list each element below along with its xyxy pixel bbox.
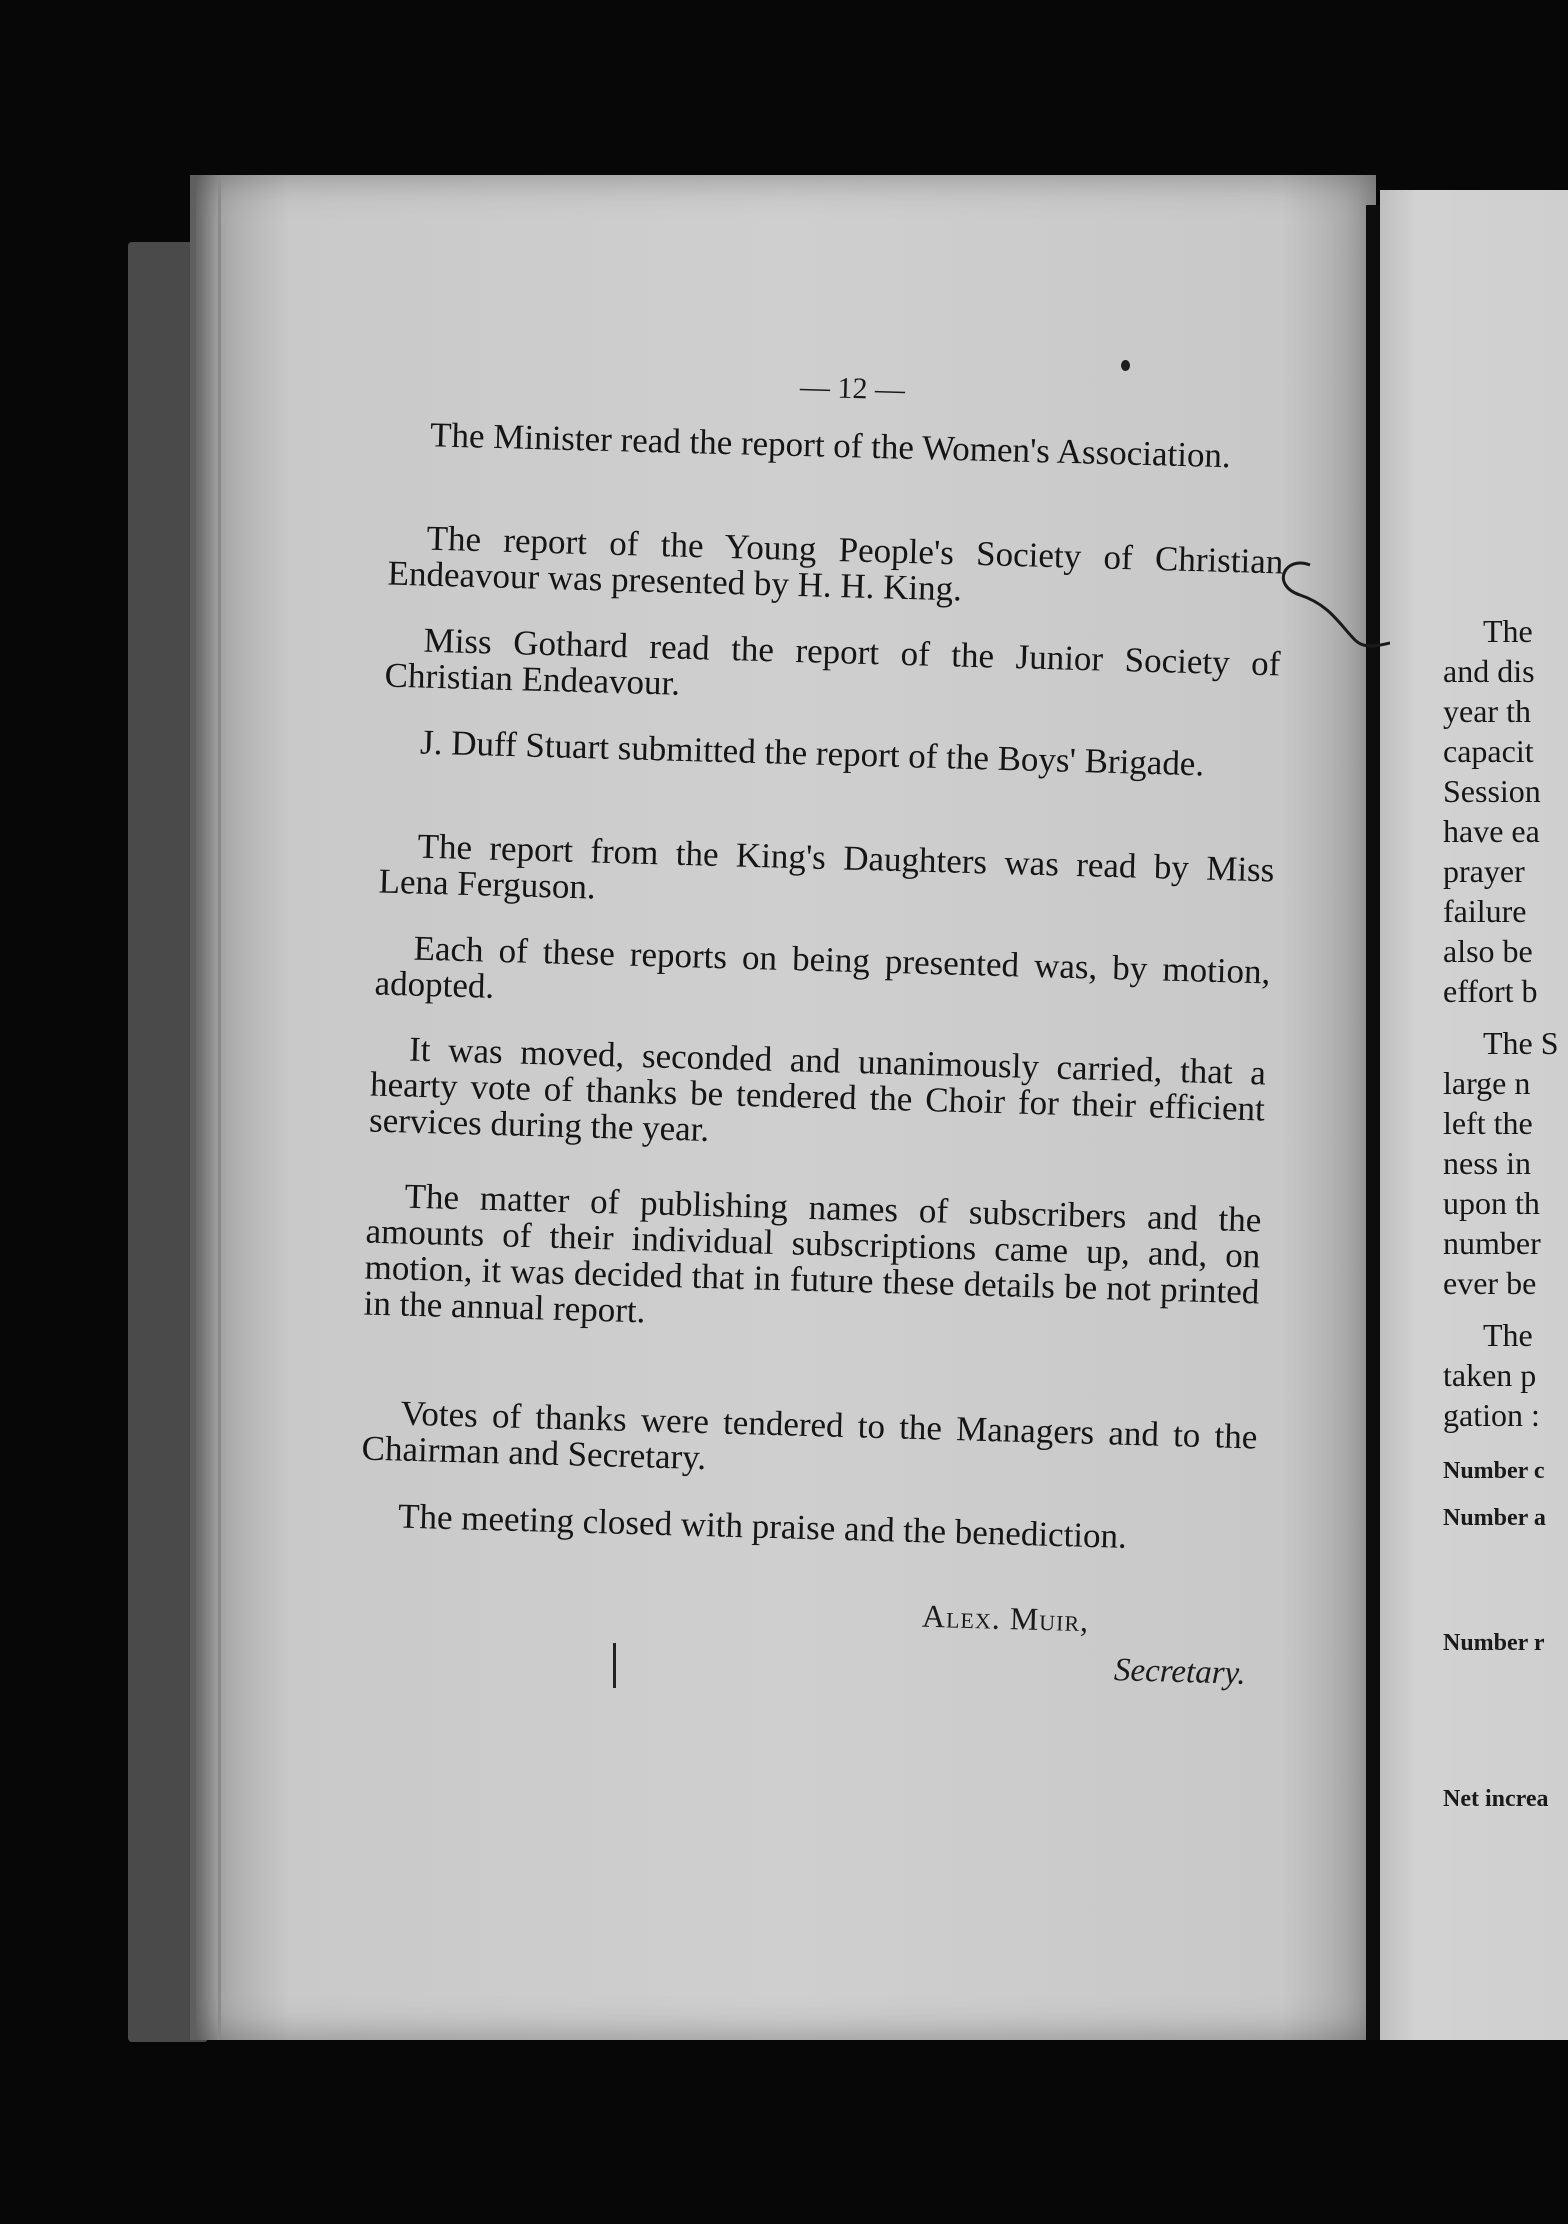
right-page-table-label: Number c <box>1443 1458 1545 1484</box>
right-page-line: have ea <box>1443 813 1540 849</box>
right-page-table-label: Net increa <box>1443 1786 1549 1812</box>
paragraph: The Minister read the report of the Women's Association. <box>429 415 1232 476</box>
signature-name: Alex. Muir, <box>921 1597 1090 1639</box>
right-page-line: taken p <box>1443 1357 1537 1393</box>
right-page-line: large n <box>1443 1065 1531 1101</box>
paragraph: Each of these reports on being presented was, by motion, adopted. <box>374 928 1271 1006</box>
paragraph: Miss Gothard read the report of the Junior Society of Christian Endeavour. <box>384 620 1281 703</box>
right-page-line: gation : <box>1443 1397 1540 1433</box>
right-page-line: year th <box>1443 693 1531 729</box>
paragraph: J. Duff Stuart submitted the report of the Boys' Brigade. <box>419 722 1205 784</box>
signature-title: Secretary. <box>1113 1652 1247 1692</box>
right-page-line: and dis <box>1443 653 1535 689</box>
right-page-line: ever be <box>1443 1265 1537 1301</box>
right-page-line: failure <box>1443 893 1527 929</box>
right-page-line: also be <box>1443 933 1533 969</box>
ink-dot <box>1121 360 1130 371</box>
pencil-mark <box>613 1643 616 1688</box>
paragraph: It was moved, seconded and unanimously carried, that a hearty vote of thanks be tendered the Choir for their efficient services during the year. <box>368 1029 1267 1149</box>
right-page-line: ness in <box>1443 1145 1531 1181</box>
right-page-line: left the <box>1443 1105 1533 1141</box>
page-number: — 12 — <box>799 370 906 407</box>
right-page-line: number <box>1443 1225 1541 1261</box>
book-gutter <box>1366 205 1380 2040</box>
right-page-line: Session <box>1443 773 1541 809</box>
paragraph: The report of the Young People's Society of Christian Endeavour was presented by H. H. King. <box>387 518 1284 609</box>
right-page-line: The <box>1483 613 1533 649</box>
right-page-table-label: Number r <box>1443 1630 1545 1656</box>
right-page-line: The S <box>1483 1025 1559 1061</box>
right-page-line: The <box>1483 1317 1533 1353</box>
paragraph: Votes of thanks were tendered to the Managers and to the Chairman and Secretary. <box>361 1393 1258 1478</box>
right-page-line: capacit <box>1443 733 1534 769</box>
right-page-line: prayer <box>1443 853 1525 889</box>
paragraph: The matter of publishing names of subscribers and the amounts of their individual subscriptions came up, and, on motion, it was decided that in future these details be not printed in the annual report. <box>363 1176 1262 1331</box>
paragraph: The meeting closed with praise and the benediction. <box>397 1496 1128 1556</box>
right-page-line: upon th <box>1443 1185 1540 1221</box>
ink-annotation-mark <box>1230 545 1390 655</box>
right-page-table-label: Number a <box>1443 1505 1546 1531</box>
right-page-line: effort b <box>1443 973 1538 1009</box>
paragraph: The report from the King's Daughters was read by Miss Lena Ferguson. <box>378 826 1275 907</box>
